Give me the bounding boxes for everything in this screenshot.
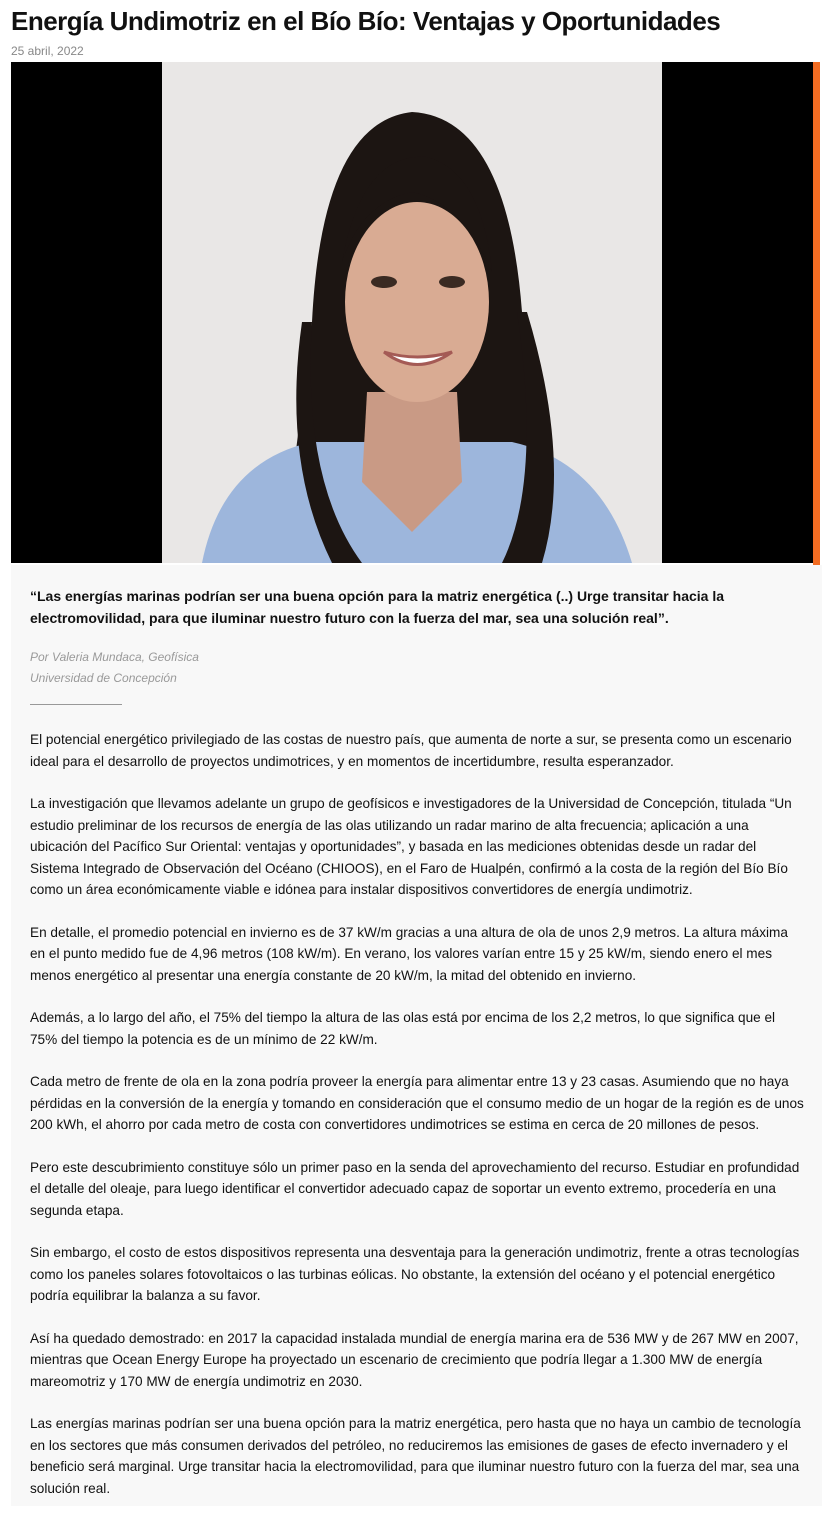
paragraph: Así ha quedado demostrado: en 2017 la capacidad instalada mundial de energía marina era de 536 MW y de 267 MW en 2007, mientras que Ocean Energy Europe ha proyectado un escenario de crecimiento que podría llegar a 1.300 MW de energía mareomotriz y 170 MW de energía undimotriz en 2030. xyxy=(30,1330,799,1389)
divider xyxy=(30,704,122,705)
pull-quote: “Las energías marinas podrían ser una buena opción para la matriz energética (..) Urge transitar hacia la electromovilidad, para que iluminar nuestro futuro con la fuerza del mar, sea una solución real”. xyxy=(30,588,725,626)
article-body xyxy=(30,729,805,1520)
article-content xyxy=(11,565,822,1506)
article-title: Energía Undimotriz en el Bío Bío: Ventajas y Oportunidades xyxy=(11,6,721,36)
byline xyxy=(30,647,199,689)
byline-organization: Universidad de Concepción xyxy=(30,671,177,685)
paragraph: El potencial energético privilegiado de las costas de nuestro país, que aumenta de norte a sur, se presenta como un escenario ideal para el desarrollo de proyectos undimotrices, y en momentos de incertidumbre, resulta esperanzador. xyxy=(30,732,792,769)
byline-author: Por Valeria Mundaca, Geofísica xyxy=(30,650,199,664)
paragraph: En detalle, el promedio potencial en invierno es de 37 kW/m gracias a una altura de ola de unos 2,9 metros. La altura máxima en el punto medido fue de 4,96 metros (108 kW/m). En verano, los valores varían entre 15 y 25 kW/m, siendo enero el mes menos energético al presentar una energía constante de 20 kW/m, la mitad del obtenido en invierno. xyxy=(30,924,788,983)
accent-bar xyxy=(813,62,820,565)
paragraph: Las energías marinas podrían ser una buena opción para la matriz energética, pero hasta que no haya un cambio de tecnología en los sectores que más consumen derivados del petróleo, no reduciremos las emisiones de gases de efecto invernadero y el beneficio será marginal. Urge transitar hacia la electromovilidad, para que iluminar nuestro futuro con la fuerza del mar, sea una solución real. xyxy=(30,1416,801,1496)
paragraph: Pero este descubrimiento constituye sólo un primer paso en la senda del aprovechamiento del recurso. Estudiar en profundidad el detalle del oleaje, para luego identificar el convertidor adecuado capaz de soportar un evento extremo, procedería en una segunda etapa. xyxy=(30,1159,800,1218)
paragraph: La investigación que llevamos adelante un grupo de geofísicos e investigadores de la Universidad de Concepción, titulada “Un estudio preliminar de los recursos de energía de las olas utilizando un radar marino de alta frecuencia; aplicación a una ubicación del Pacífico Sur Oriental: ventajas y oportunidades”, y basada en las mediciones obtenidas desde un radar del Sistema Integrado de Observación del Océano (CHIOOS), en el Faro de Hualpén, confirmó a la costa de la región del Bío Bío como un área económicamente viable e idónea para instalar dispositivos convertidores de energía undimotriz. xyxy=(30,796,792,897)
paragraph: Además, a lo largo del año, el 75% del tiempo la altura de las olas está por encima de los 2,2 metros, lo que significa que el 75% del tiempo la potencia es de un mínimo de 22 kW/m. xyxy=(30,1010,776,1047)
paragraph: Sin embargo, el costo de estos dispositivos representa una desventaja para la generación undimotriz, frente a otras tecnologías como los paneles solares fotovoltaicos o las turbinas eólicas. No obstante, la extensión del océano y el potencial energético podría equilibrar la balanza a su favor. xyxy=(30,1245,800,1303)
author-portrait-image xyxy=(162,62,662,563)
paragraph: Cada metro de frente de ola en la zona podría proveer la energía para alimentar entre 13 y 23 casas. Asumiendo que no haya pérdidas en la conversión de la energía y tomando en consideración que el consumo medio de un hogar de la región es de unos 200 kWh, el ahorro por cada metro de costa con convertidores undimotrices se estima en cerca de 20 millones de pesos. xyxy=(30,1074,804,1132)
article-date: 25 abril, 2022 xyxy=(11,44,84,58)
featured-image-frame xyxy=(11,62,813,563)
